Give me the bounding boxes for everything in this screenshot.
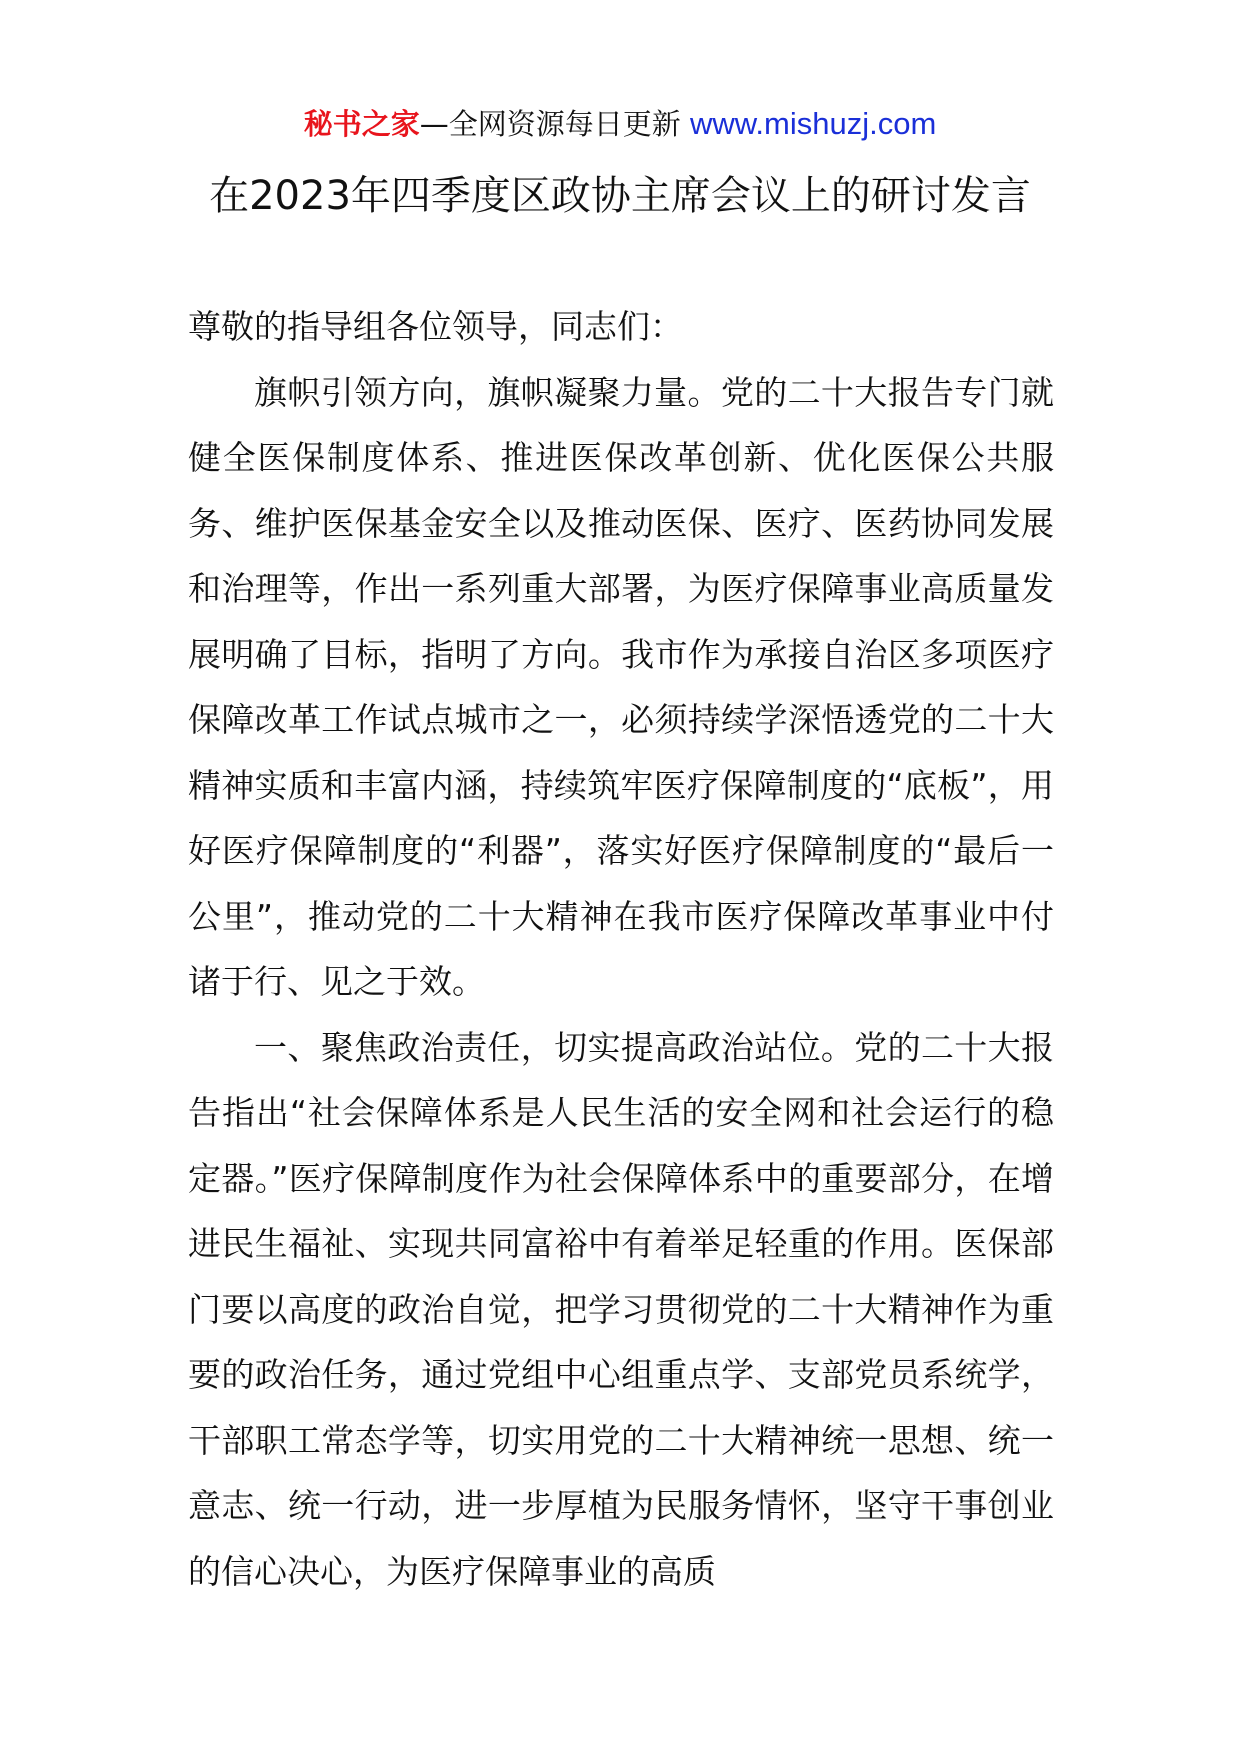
site-url-link[interactable]: www.mishuzj.com: [689, 106, 937, 141]
document-title: 在2023年四季度区政协主席会议上的研讨发言: [209, 173, 1031, 219]
document-body: [188, 294, 1054, 1604]
site-header: [0, 104, 1240, 144]
site-tagline: —全网资源每日更新: [419, 107, 681, 141]
paragraph-section-one: 一、聚焦政治责任，切实提高政治站位。党的二十大报告指出“社会保障体系是人民生活的安全网和社会运行的稳定器。”医疗保障制度作为社会保障体系中的重要部分，在增进民生福祉、实现共同富裕中有着举足轻重的作用。医保部门要以高度的政治自觉，把学习贯彻党的二十大精神作为重要的政治任务，通过党组中心组重点学、支部党员系统学，干部职工常态学等，切实用党的二十大精神统一思想、统一意志、统一行动，进一步厚植为民服务情怀，坚守干事创业的信心决心，为医疗保障事业的高质: [188, 1027, 1054, 1591]
salutation: 尊敬的指导组各位领导，同志们：: [188, 307, 683, 346]
site-brand: 秘书之家: [303, 107, 420, 141]
paragraph-intro: 旗帜引领方向，旗帜凝聚力量。党的二十大报告专门就健全医保制度体系、推进医保改革创新、优化医保公共服务、维护医保基金安全以及推动医保、医疗、医药协同发展和治理等，作出一系列重大部署，为医疗保障事业高质量发展明确了目标，指明了方向。我市作为承接自治区多项医疗保障改革工作试点城市之一，必须持续学深悟透党的二十大精神实质和丰富内涵，持续筑牢医疗保障制度的“底板”，用好医疗保障制度的“利器”，落实好医疗保障制度的“最后一公里”，推动党的二十大精神在我市医疗保障改革事业中付诸于行、见之于效。: [188, 372, 1054, 1001]
